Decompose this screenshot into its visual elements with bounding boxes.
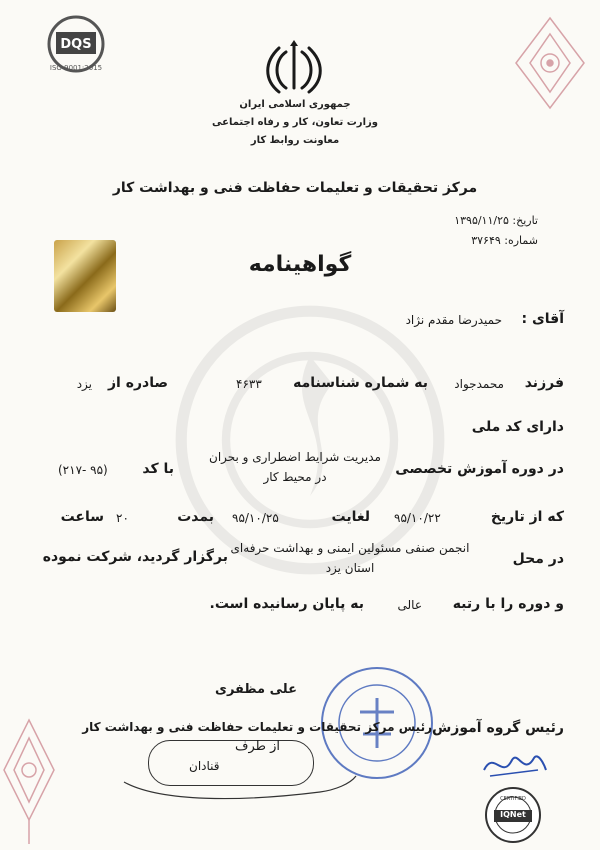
code-value: (۲۱۷- ۹۵) (58, 463, 108, 477)
issued-value: یزد (76, 377, 92, 391)
place-label: در محل (512, 551, 564, 567)
place-value-line2: استان یزد (325, 561, 375, 575)
stamp-az-taraf: از طرف (235, 739, 281, 754)
header-line-1: جمهوری اسلامی ایران (239, 99, 351, 110)
handwritten-signature-right (480, 740, 550, 784)
duration-label: بمدت (177, 509, 214, 525)
duration-value: ۲۰ (116, 511, 129, 525)
hours-label: ساعت (60, 509, 104, 525)
number-line: شماره: ۳۷۶۴۹ (471, 234, 538, 247)
ornament-top-right-icon (512, 14, 588, 112)
course-value-line2: در محیط کار (263, 470, 327, 484)
place-value-line1: انجمن صنفی مسئولین ایمنی و بهداشت حرفه‌ای (230, 541, 470, 555)
date-line: تاریخ: ۱۳۹۵/۱۱/۲۵ (454, 214, 538, 227)
header-line-3: معاونت روابط کار (250, 135, 340, 146)
watermark-emblem (170, 300, 450, 580)
iqnet-text: IQNet (500, 810, 526, 819)
mr-label: آقای : (521, 311, 564, 327)
hologram-seal (54, 240, 116, 312)
issued-label: صادره از (107, 375, 168, 391)
ornament-bottom-left-icon (0, 714, 58, 850)
iqnet-top-text: CERTIFIED (500, 796, 526, 802)
from-date-value: ۹۵/۱۰/۲۲ (394, 511, 441, 525)
course-value-line1: مدیریت شرایط اضطراری و بحران (209, 450, 381, 464)
father-value: محمدجواد (454, 377, 504, 391)
rank-label: و دوره را با رتبه (452, 596, 564, 612)
id-label: به شماره شناسنامه (293, 375, 428, 391)
code-label: با کد (142, 461, 174, 477)
id-value: ۴۶۳۳ (236, 377, 262, 391)
handwritten-signature-left (120, 762, 360, 802)
course-label: در دوره آموزش تخصصی (395, 461, 564, 477)
center-head-title: رئیس مرکز تحقیقات و تعلیمات حفاظت فنی و بهداشت کار (82, 720, 432, 734)
group-head-title: رئیس گروه آموزش (431, 720, 564, 736)
national-code-label: دارای کد ملی (471, 419, 564, 435)
mr-value: حمیدرضا مقدم نژاد (405, 313, 502, 327)
rank-value: عالی (397, 598, 422, 612)
held-label: برگزار گردید، شرکت نموده (42, 549, 228, 565)
child-label: فرزند (524, 375, 564, 391)
header-line-2: وزارت تعاون، کار و رفاه اجتماعی (212, 117, 378, 128)
to-date-value: ۹۵/۱۰/۲۵ (232, 511, 279, 525)
from-date-label: که از تاریخ (490, 509, 564, 525)
svg-text:DQS: DQS (60, 37, 92, 52)
to-date-label: لغایت (331, 509, 370, 525)
finish-label: به پایان رسانیده است. (209, 596, 364, 612)
iso-logo-text: ISO 9001:2015 (49, 64, 103, 72)
signer-name: علی مظفری (215, 682, 297, 697)
iran-emblem-icon (266, 40, 322, 94)
org-title: مرکز تحقیقات و تعلیمات حفاظت فنی و بهداشت کار (112, 180, 478, 196)
stamp-name: قنادان (189, 759, 220, 773)
document-title: گواهینامه (248, 252, 352, 277)
